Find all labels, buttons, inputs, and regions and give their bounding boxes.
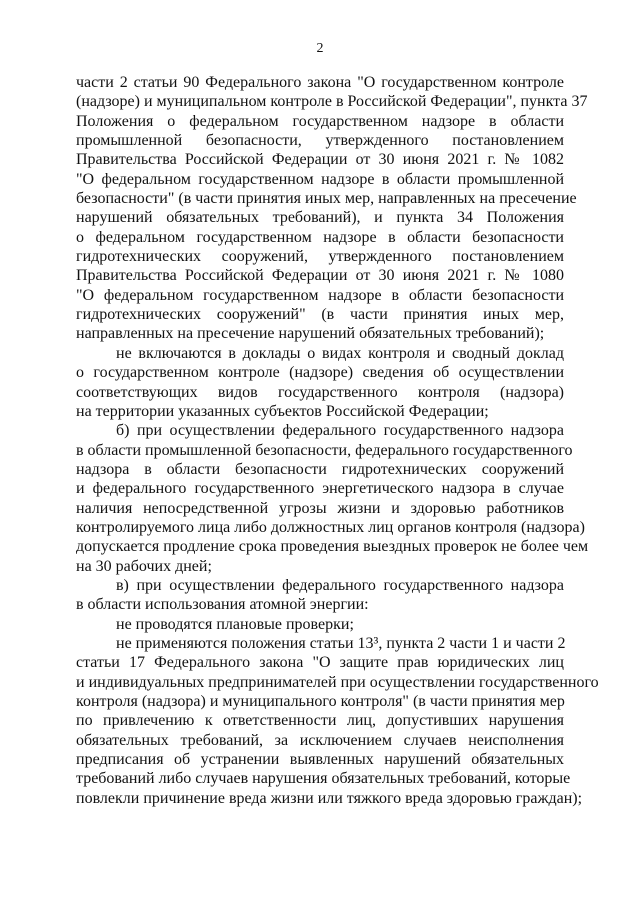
text-line: в области использования атомной энергии:: [76, 596, 369, 614]
text-line: и федерального государственного энергетического надзора в случае: [76, 480, 564, 498]
text-line: Положения о федеральном государственном надзоре в области: [76, 112, 564, 130]
text-line: части 2 статьи 90 Федерального закона "О государственном контроле: [76, 74, 564, 91]
text-line: промышленной безопасности, утвержденного постановлением: [76, 132, 564, 150]
text-line: по привлечению к ответственности лиц, допустивших нарушения: [76, 712, 564, 730]
text-line: обязательных требований, за исключением случаев неисполнения: [76, 731, 564, 749]
document-body: [76, 74, 599, 809]
text-line: требований либо случаев нарушения обязательных требований, которые: [76, 770, 571, 788]
text-line: в) при осуществлении федерального государственного надзора: [116, 576, 564, 594]
text-line: контролируемого лица либо должностных лиц органов контроля (надзора): [76, 518, 585, 536]
text-line: не проводятся плановые проверки;: [116, 615, 354, 633]
text-line: предписания об устранении выявленных нарушений обязательных: [76, 751, 564, 769]
text-line: допускается продление срока проведения выездных проверок не более чем: [76, 538, 589, 556]
text-line: б) при осуществлении федерального государственного надзора: [116, 422, 564, 440]
text-line: контроля (надзора) и муниципального контроля" (в части принятия мер: [76, 693, 565, 710]
text-line: гидротехнических сооружений, утвержденного постановлением: [76, 248, 564, 266]
text-line: (надзоре) и муниципальном контроле в Российской Федерации", пункта 37: [76, 93, 588, 111]
text-line: надзора в области безопасности гидротехнических сооружений: [76, 460, 564, 478]
text-line: повлекли причинение вреда жизни или тяжкого вреда здоровью граждан);: [76, 789, 583, 807]
text-line: о государственном контроле (надзоре) сведения об осуществлении: [76, 364, 564, 382]
text-line: "О федеральном государственном надзоре в области промышленной: [76, 170, 564, 188]
text-line: направленных на пресечение нарушений обязательных требований);: [76, 325, 545, 343]
text-line: "О федеральном государственном надзоре в области безопасности: [76, 286, 564, 304]
text-line: наличия непосредственной угрозы жизни и здоровью работников: [76, 499, 564, 517]
text-line: и индивидуальных предпринимателей при осуществлении государственного: [76, 673, 599, 691]
text-line: на 30 рабочих дней;: [76, 557, 212, 575]
text-line: Правительства Российской Федерации от 30 июня 2021 г. № 1080: [76, 267, 564, 285]
text-line: о федеральном государственном надзоре в области безопасности: [76, 228, 564, 246]
text-line: на территории указанных субъектов Российской Федерации;: [76, 402, 489, 420]
text-line: гидротехнических сооружений" (в части принятия иных мер,: [76, 306, 564, 324]
text-line: не применяются положения статьи 13³, пункта 2 части 1 и части 2: [116, 634, 566, 652]
text-line: безопасности" (в части принятия иных мер, направленных на пресечение: [76, 190, 577, 208]
text-line: в области промышленной безопасности, федерального государственного: [76, 441, 573, 459]
text-line: статьи 17 Федерального закона "О защите прав юридических лиц: [76, 654, 564, 672]
text-line: нарушений обязательных требований), и пункта 34 Положения: [76, 209, 564, 227]
text-line: не включаются в доклады о видах контроля и сводный доклад: [116, 344, 564, 362]
page-number: 2: [316, 41, 324, 56]
text-line: соответствующих видов государственного контроля (надзора): [76, 383, 564, 401]
text-line: Правительства Российской Федерации от 30 июня 2021 г. № 1082: [76, 151, 564, 169]
